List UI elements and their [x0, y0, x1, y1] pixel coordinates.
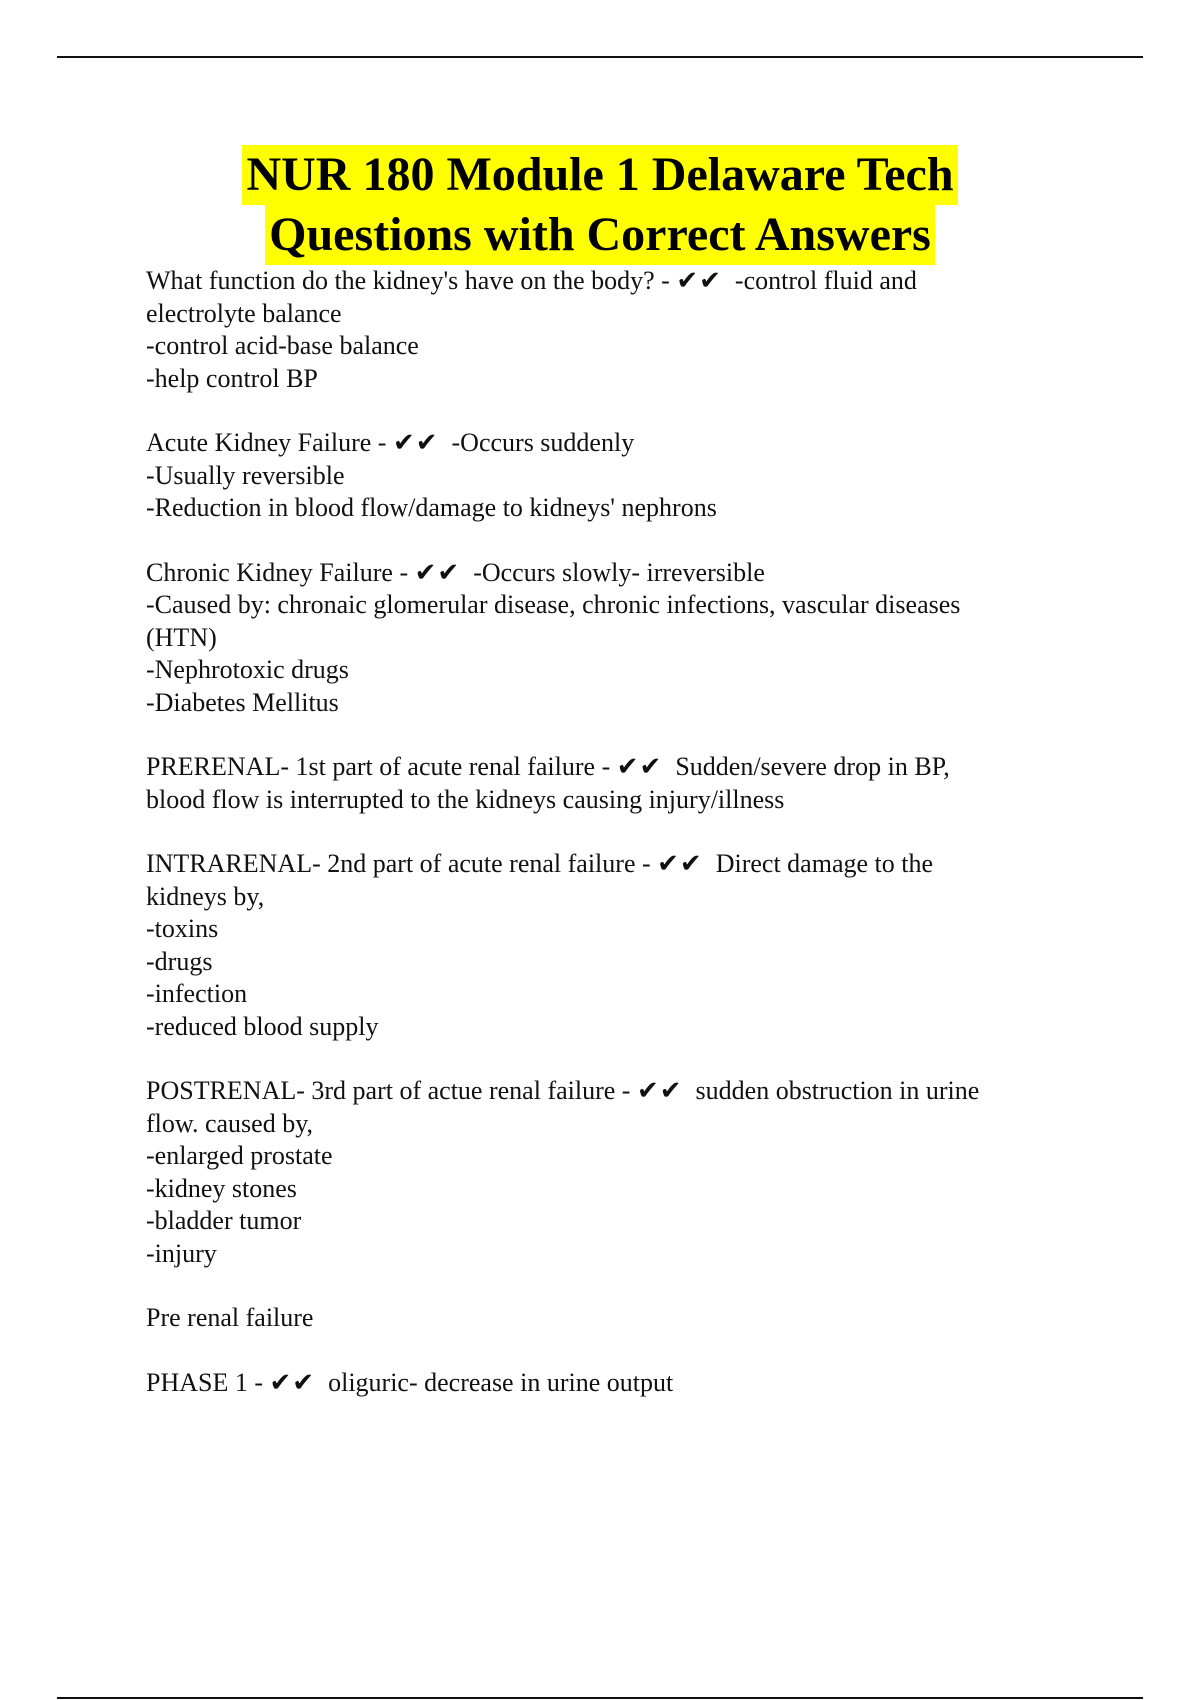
checkmark-icon: ✔✔	[676, 266, 722, 295]
answer-line: -drugs	[146, 946, 213, 976]
checkmark-icon: ✔✔	[269, 1367, 316, 1397]
checkmark-icon: ✔✔	[657, 849, 703, 878]
answer-line: -Nephrotoxic drugs	[146, 655, 349, 684]
checkmark-icon: ✔✔	[616, 752, 663, 781]
checkmark-icon: ✔✔	[392, 428, 439, 457]
bottom-rule	[57, 1697, 1143, 1699]
qa-first-line	[146, 848, 1066, 881]
answer-text: sudden obstruction in urine	[682, 1076, 980, 1105]
answer-line: blood flow is interrupted to the kidneys causing injury/illness	[146, 784, 785, 814]
answer-line: -bladder tumor	[146, 1206, 302, 1235]
answer-line: kidneys by,	[146, 881, 265, 911]
qa-entry	[146, 265, 1066, 395]
qa-entry	[146, 557, 1066, 720]
answer-text: -control fluid and	[721, 266, 917, 295]
answer-text: -Occurs suddenly	[438, 428, 635, 457]
qa-first-line	[146, 751, 1066, 784]
answer-text: oliguric- decrease in urine output	[315, 1367, 674, 1397]
question-text: PRERENAL- 1st part of acute renal failure -	[146, 752, 617, 781]
answer-line: flow. caused by,	[146, 1108, 314, 1138]
question-text: PHASE 1 -	[146, 1367, 270, 1397]
answer-line: -kidney stones	[146, 1173, 297, 1203]
answer-line: -Caused by: chronaic glomerular disease, chronic infections, vascular diseases	[146, 590, 961, 619]
answer-line: -control acid-base balance	[146, 331, 419, 360]
answer-line: electrolyte balance	[146, 298, 342, 328]
qa-entry	[146, 751, 1066, 816]
answer-line: -reduced blood supply	[146, 1011, 379, 1041]
section-heading	[146, 1302, 1066, 1335]
question-text: POSTRENAL- 3rd part of actue renal failure -	[146, 1076, 637, 1105]
answer-line: -toxins	[146, 914, 219, 943]
document-title	[0, 145, 1200, 265]
qa-first-line	[146, 557, 1066, 590]
qa-first-line	[146, 1075, 1066, 1108]
qa-entry	[146, 427, 1066, 525]
title-line-1: NUR 180 Module 1 Delaware Tech	[242, 145, 957, 205]
answer-line: -enlarged prostate	[146, 1141, 333, 1170]
heading-text: Pre renal failure	[146, 1303, 314, 1332]
question-text: INTRARENAL- 2nd part of acute renal failure -	[146, 849, 658, 878]
qa-first-line	[146, 1367, 1066, 1400]
question-text: Acute Kidney Failure -	[146, 428, 393, 457]
answer-line: -injury	[146, 1238, 217, 1268]
answer-line: -help control BP	[146, 363, 318, 393]
document-body	[146, 265, 1066, 1431]
answer-text: Direct damage to the	[702, 849, 934, 878]
answer-line: -Usually reversible	[146, 460, 345, 490]
title-line-2: Questions with Correct Answers	[265, 205, 935, 265]
qa-first-line	[146, 265, 1066, 298]
checkmark-icon: ✔✔	[636, 1076, 683, 1105]
answer-text: Sudden/severe drop in BP,	[662, 752, 950, 781]
qa-entry	[146, 848, 1066, 1043]
answer-line: -Diabetes Mellitus	[146, 687, 339, 717]
answer-line: (HTN)	[146, 622, 217, 652]
question-text: What function do the kidney's have on the body? -	[146, 266, 677, 295]
answer-text: -Occurs slowly- irreversible	[460, 557, 765, 587]
answer-line: -infection	[146, 979, 248, 1008]
checkmark-icon: ✔✔	[414, 557, 461, 587]
top-rule	[57, 56, 1143, 58]
question-text: Chronic Kidney Failure -	[146, 557, 415, 587]
qa-entry	[146, 1367, 1066, 1400]
answer-line: -Reduction in blood flow/damage to kidneys' nephrons	[146, 493, 717, 522]
qa-first-line	[146, 427, 1066, 460]
qa-entry	[146, 1075, 1066, 1270]
